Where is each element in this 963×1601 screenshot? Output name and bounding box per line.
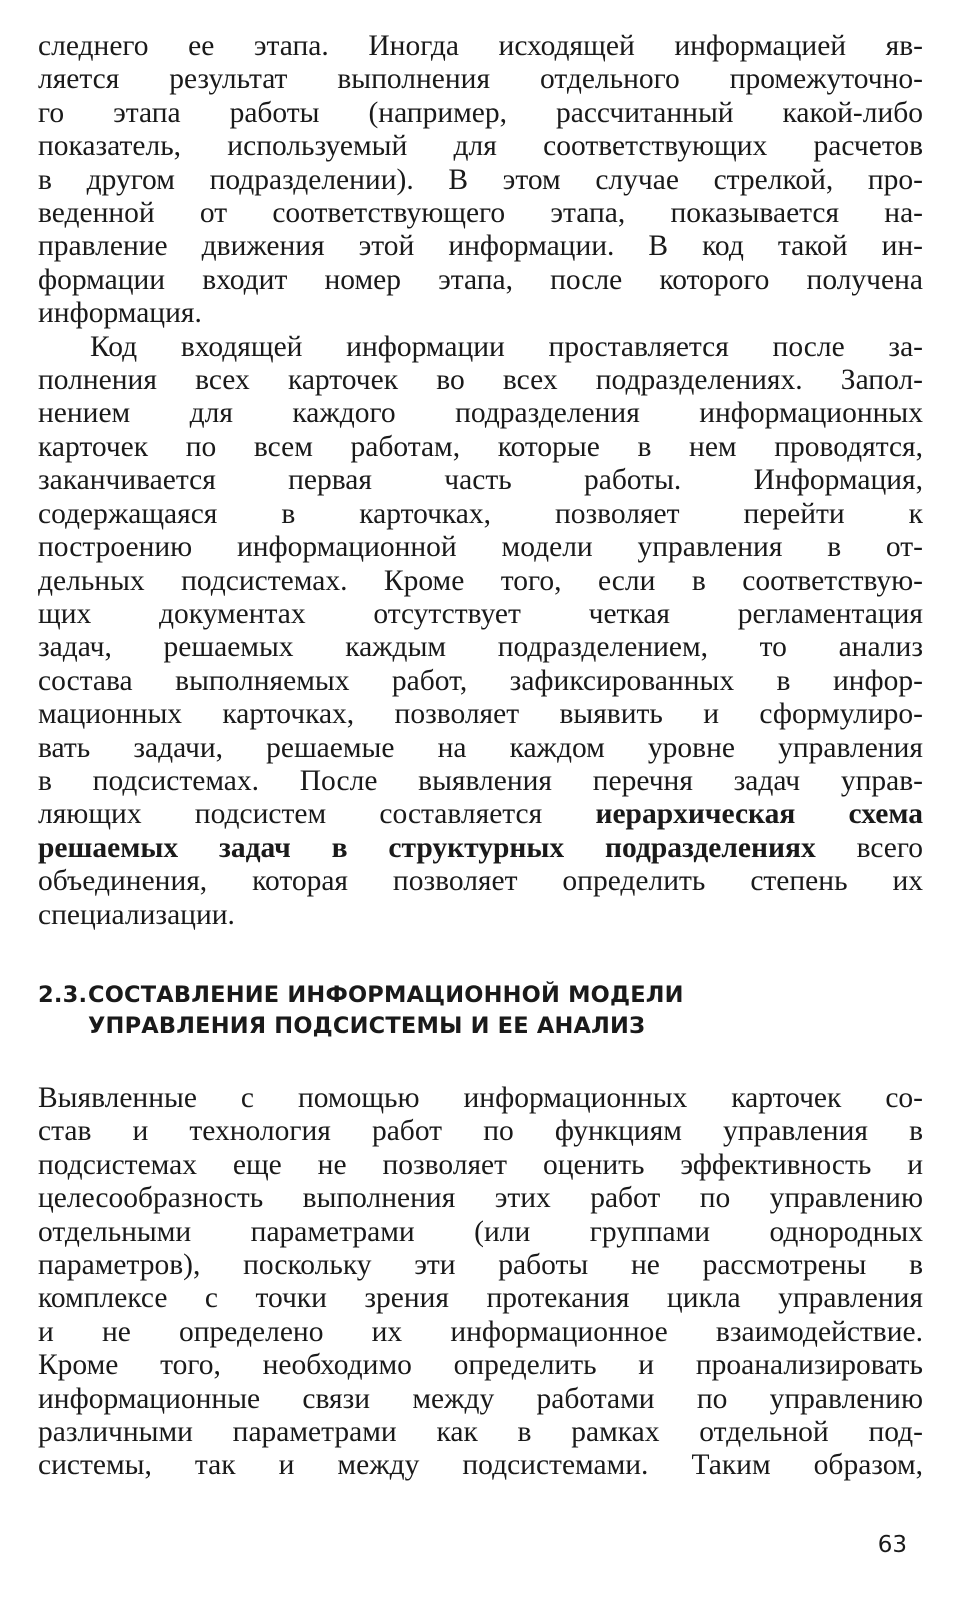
section-number: 2.3.: [38, 981, 88, 1008]
text-line: целесообразность выполнения этих работ по управлению: [38, 1182, 923, 1215]
section-title-line-1: СОСТАВЛЕНИЕ ИНФОРМАЦИОННОЙ МОДЕЛИ: [88, 981, 684, 1008]
text-line: Выявленные с помощью информационных карточек со-: [38, 1081, 923, 1114]
text-line: заканчивается первая часть работы. Информация,: [38, 464, 923, 497]
text-line: состава выполняемых работ, зафиксированных в инфор-: [38, 664, 923, 697]
text-line: полнения всех карточек во всех подразделениях. Запол-: [38, 364, 923, 397]
text-line: правление движения этой информации. В код такой ин-: [38, 230, 923, 263]
text-segment: ляющих подсистем составляется: [38, 798, 596, 831]
text-line: веденной от соответствующего этапа, показывается на-: [38, 197, 923, 230]
page-number: 63: [877, 1532, 907, 1558]
text-line: различными параметрами как в рамках отдельной под-: [38, 1416, 923, 1449]
text-line-with-emphasis: [38, 798, 923, 831]
text-line: информация.: [38, 297, 202, 330]
text-line: комплексе с точки зрения протекания цикла управления: [38, 1282, 923, 1315]
text-line: в подсистемах. После выявления перечня задач управ-: [38, 764, 923, 797]
text-line: в другом подразделении). В этом случае стрелкой, про-: [38, 163, 923, 196]
text-line: дельных подсистемах. Кроме того, если в соответствую-: [38, 564, 923, 597]
text-line: подсистемах еще не позволяет оценить эффективность и: [38, 1148, 923, 1181]
text-line: содержащаяся в карточках, позволяет перейти к: [38, 497, 923, 530]
text-line: объединения, которая позволяет определить степень их: [38, 865, 923, 898]
text-line: ляется результат выполнения отдельного промежуточно-: [38, 63, 923, 96]
text-line: го этапа работы (например, рассчитанный какой-либо: [38, 96, 923, 129]
paragraph-input-code: [38, 331, 923, 932]
text-line: карточек по всем работам, которые в нем проводятся,: [38, 430, 923, 463]
text-line: мационных карточках, позволяет выявить и сформулиро-: [38, 698, 923, 731]
paragraph-continuation: [38, 30, 923, 331]
text-line: системы, так и между подсистемами. Таким образом,: [38, 1449, 923, 1482]
paragraph-section-body: [38, 1082, 923, 1483]
text-line: нением для каждого подразделения информационных: [38, 397, 923, 430]
text-line: построению информационной модели управления в от-: [38, 531, 923, 564]
section-heading: [38, 980, 923, 1042]
text-line: отдельными параметрами (или группами однородных: [38, 1215, 923, 1248]
text-segment: всего: [815, 831, 923, 864]
emphasis-term: решаемых задач в структурных подразделениях: [38, 831, 816, 864]
text-line: став и технология работ по функциям управления в: [38, 1115, 923, 1148]
text-line: следнего ее этапа. Иногда исходящей информацией яв-: [38, 30, 923, 62]
emphasis-term: иерархическая схема: [595, 798, 923, 831]
text-line: щих документах отсутствует четкая регламентация: [38, 597, 923, 630]
text-line: формации входит номер этапа, после которого получена: [38, 263, 923, 296]
text-line: Кроме того, необходимо определить и проанализировать: [38, 1349, 923, 1382]
text-line: специализации.: [38, 898, 235, 931]
section-title-line-2: УПРАВЛЕНИЯ ПОДСИСТЕМЫ И ЕЕ АНАЛИЗ: [88, 1012, 646, 1039]
text-line: и не определено их информационное взаимодействие.: [38, 1315, 923, 1348]
text-line: показатель, используемый для соответствующих расчетов: [38, 130, 923, 163]
text-line: параметров), поскольку эти работы не рассмотрены в: [38, 1249, 923, 1281]
text-line-with-emphasis: [38, 832, 923, 865]
text-line: задач, решаемых каждым подразделением, то анализ: [38, 631, 923, 664]
text-line: информационные связи между работами по управлению: [38, 1382, 923, 1415]
text-line: Код входящей информации проставляется после за-: [90, 330, 923, 363]
text-line: вать задачи, решаемые на каждом уровне управления: [38, 731, 923, 764]
page-content: [38, 30, 923, 1483]
